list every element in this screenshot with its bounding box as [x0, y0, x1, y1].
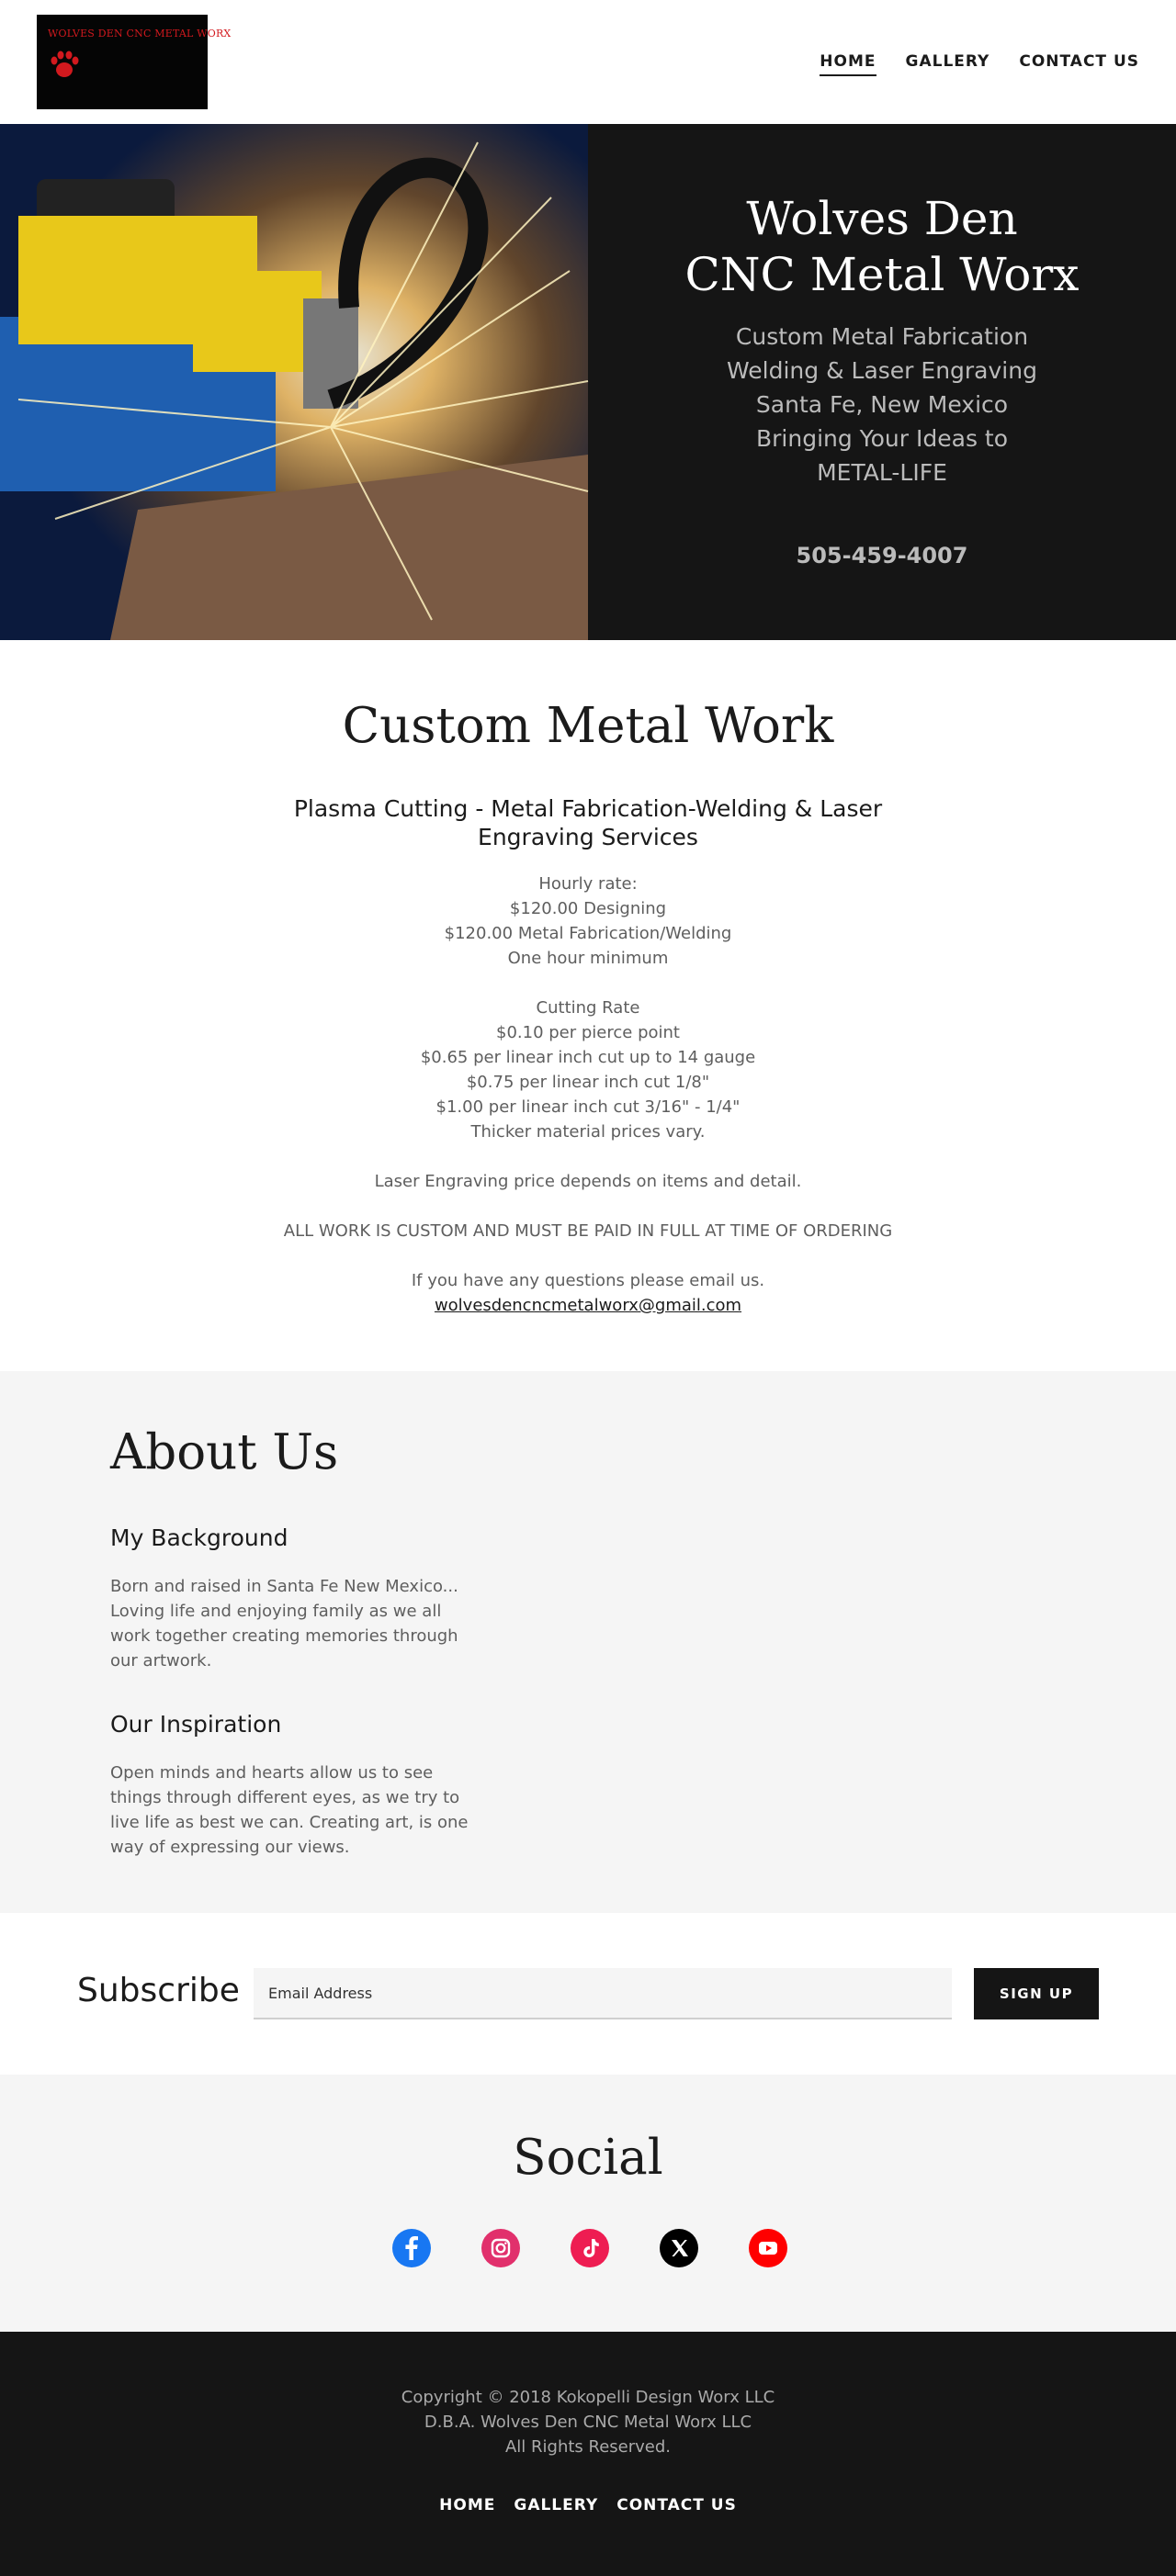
site-header [0, 0, 1176, 124]
spacer-line [0, 1144, 1176, 1169]
hero-line: METAL-LIFE [817, 459, 947, 486]
about-title: About Us [110, 1424, 339, 1480]
background-heading: My Background [110, 1524, 288, 1551]
price-line: One hour minimum [507, 949, 669, 968]
background-text: Born and raised in Santa Fe New Mexico... Loving life and enjoying family as we all work together creating memories through our artwork. [110, 1577, 458, 1670]
hero-line: Custom Metal Fabrication [735, 323, 1029, 350]
footer-nav-home[interactable]: HOME [439, 2496, 496, 2514]
nav-gallery[interactable]: GALLERY [905, 52, 990, 71]
inspiration-heading: Our Inspiration [110, 1711, 282, 1738]
about-section [0, 1371, 1176, 1913]
inspiration-text: Open minds and hearts allow us to see things through different eyes, as we try to live life as best we can. Creating art, is one way of expressing our views. [110, 1763, 469, 1857]
social-section [0, 2075, 1176, 2332]
logo-text: WOLVES DEN CNC METAL WORX [48, 28, 232, 39]
hero-phone-number[interactable]: 505-459-4007 [796, 543, 968, 568]
copyright-line: All Rights Reserved. [504, 2437, 672, 2457]
price-line: Thicker material prices vary. [470, 1122, 706, 1142]
social-icons [392, 2229, 787, 2267]
copyright-line: Copyright © 2018 Kokopelli Design Worx LLC [401, 2388, 775, 2407]
services-title: Custom Metal Work [342, 698, 834, 754]
price-line: $120.00 Designing [509, 899, 667, 918]
hero-line: Welding & Laser Engraving [727, 357, 1037, 384]
services-subtitle: Plasma Cutting - Metal Fabrication-Welding & Laser Engraving Services [293, 795, 883, 850]
footer-nav-contact-us[interactable]: CONTACT US [616, 2496, 737, 2514]
hero-title-line2: CNC Metal Worx [684, 248, 1080, 301]
notice-line: ALL WORK IS CUSTOM AND MUST BE PAID IN FULL AT TIME OF ORDERING [283, 1221, 893, 1241]
hero-line: Bringing Your Ideas to [755, 425, 1009, 452]
hero-text-panel [588, 124, 1176, 640]
price-line: Laser Engraving price depends on items and detail. [374, 1172, 802, 1191]
price-line: $0.75 per linear inch cut 1/8" [466, 1073, 710, 1092]
youtube-icon[interactable] [749, 2229, 787, 2267]
price-line: Cutting Rate [536, 998, 640, 1018]
site-logo[interactable] [37, 15, 232, 109]
nav-contact-us[interactable]: CONTACT US [1019, 52, 1139, 71]
services-price-list [0, 872, 1176, 1318]
price-line: $120.00 Metal Fabrication/Welding [444, 924, 732, 943]
hero-tagline [588, 320, 1176, 489]
nav-home[interactable]: HOME [820, 52, 876, 76]
copyright-line: D.B.A. Wolves Den CNC Metal Worx LLC [424, 2413, 752, 2432]
hero-line: Santa Fe, New Mexico [755, 391, 1009, 418]
facebook-icon[interactable] [392, 2229, 431, 2267]
spacer-line [0, 1243, 1176, 1268]
contact-line: If you have any questions please email us. [411, 1271, 765, 1290]
sign-up-button[interactable]: SIGN UP [974, 1968, 1099, 2019]
hero-section [0, 124, 1176, 640]
price-line: $0.10 per pierce point [496, 1023, 680, 1042]
paw-icon [46, 46, 83, 83]
tiktok-icon[interactable] [571, 2229, 609, 2267]
email-link[interactable]: wolvesdencncmetalworx@gmail.com [434, 1296, 742, 1315]
footer-nav [0, 2496, 1176, 2514]
spacer-line [0, 971, 1176, 996]
subscribe-section [0, 1913, 1176, 2075]
main-nav [820, 52, 1139, 76]
hero-title [588, 191, 1176, 303]
hero-title-line1: Wolves Den [746, 192, 1018, 245]
plasma-cutter-illustration [0, 124, 588, 640]
price-line: $1.00 per linear inch cut 3/16" - 1/4" [435, 1097, 741, 1117]
footer-nav-gallery[interactable]: GALLERY [514, 2496, 599, 2514]
instagram-icon[interactable] [481, 2229, 520, 2267]
x-icon[interactable] [660, 2229, 698, 2267]
copyright-block [0, 2385, 1176, 2459]
social-title: Social [513, 2130, 663, 2186]
price-line: $0.65 per linear inch cut up to 14 gauge [420, 1048, 756, 1067]
price-line: Hourly rate: [538, 874, 638, 894]
email-input[interactable] [254, 1968, 952, 2019]
spacer-line [0, 1194, 1176, 1219]
site-footer [0, 2332, 1176, 2576]
subscribe-title: Subscribe [77, 1972, 240, 2009]
hero-image-plasma-cutter [0, 124, 588, 640]
services-section [0, 640, 1176, 1371]
